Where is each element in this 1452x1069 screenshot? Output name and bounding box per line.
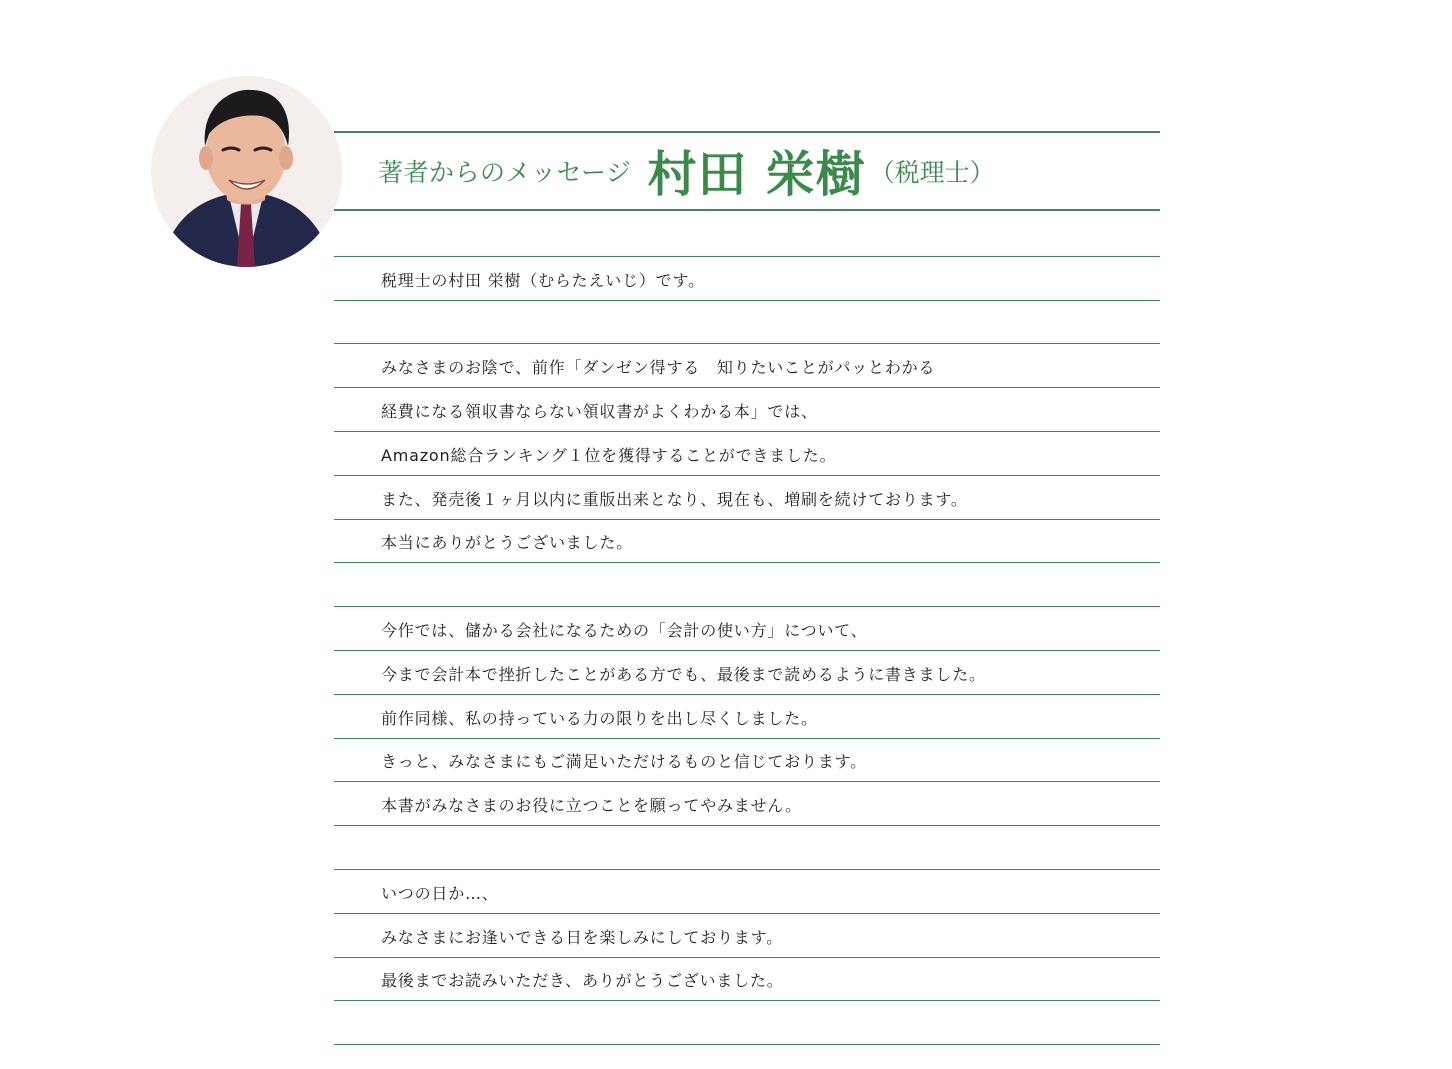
ruled-line [334, 914, 1160, 958]
ruled-line [334, 826, 1160, 870]
line-text: きっと、みなさまにもご満足いただけるものと信じております。 [381, 752, 867, 772]
ruled-line [334, 520, 1160, 564]
ruled-line [334, 301, 1160, 345]
ruled-line [334, 213, 1160, 257]
line-text: Amazon総合ランキング１位を獲得することができました。 [381, 445, 837, 465]
ruled-line [334, 388, 1160, 432]
ruled-line [334, 958, 1160, 1002]
ruled-line [334, 1001, 1160, 1045]
line-text: 最後までお読みいただき、ありがとうございました。 [381, 971, 784, 991]
line-text: 本当にありがとうございました。 [381, 533, 634, 553]
author-name: 村田 栄樹 [647, 146, 866, 203]
ruled-line [334, 651, 1160, 695]
author-title: （税理士） [869, 158, 995, 187]
ruled-line [334, 870, 1160, 914]
header-content [378, 133, 995, 209]
line-text: みなさまのお陰で、前作「ダンゼン得する 知りたいことがパッとわかる [381, 358, 936, 378]
line-text: 今作では、儲かる会社になるための「会計の使い方」について、 [381, 620, 868, 640]
line-text: 経費になる領収書ならない領収書がよくわかる本」では、 [381, 401, 818, 421]
line-text: また、発売後１ヶ月以内に重版出来となり、現在も、増刷を続けております。 [381, 489, 968, 509]
ruled-line [334, 607, 1160, 651]
ruled-line [334, 476, 1160, 520]
message-body [334, 213, 1160, 1045]
ruled-line [334, 432, 1160, 476]
header-prefix: 著者からのメッセージ [378, 158, 632, 187]
line-text: 今まで会計本で挫折したことがある方でも、最後まで読めるように書きました。 [381, 664, 986, 684]
ruled-line [334, 563, 1160, 607]
line-text: みなさまにお逢いできる日を楽しみにしております。 [381, 927, 783, 947]
line-text: 税理士の村田 栄樹（むらたえいじ）です。 [381, 270, 705, 290]
ruled-line [334, 344, 1160, 388]
author-photo [151, 76, 342, 267]
message-header [334, 131, 1160, 211]
ruled-line [334, 739, 1160, 783]
ruled-line [334, 695, 1160, 739]
author-portrait-icon [151, 76, 342, 267]
ruled-line [334, 782, 1160, 826]
line-text: いつの日か…、 [381, 883, 499, 903]
ruled-line [334, 257, 1160, 301]
line-text: 前作同様、私の持っている力の限りを出し尽くしました。 [381, 708, 818, 728]
line-text: 本書がみなさまのお役に立つことを願ってやみません。 [381, 796, 802, 816]
